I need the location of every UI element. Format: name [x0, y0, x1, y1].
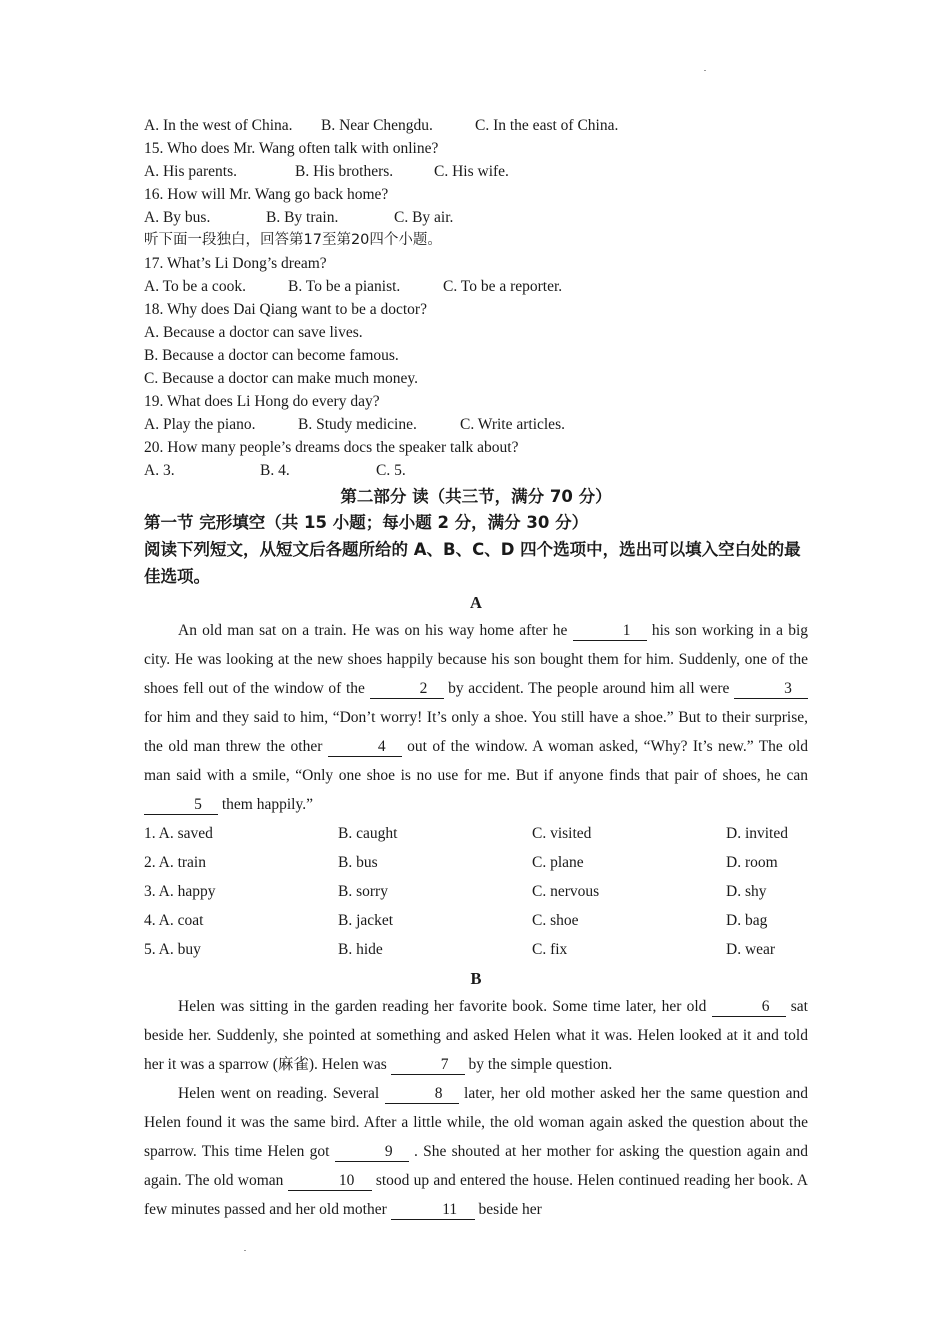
passage-a-text: out of the window. A woman asked, “Why? It’s new.” The old man said with a smile, “Only one shoe is no use for me. But if anyone finds that pair of shoes, he can — [144, 738, 808, 784]
choice-5-a: 5. A. buy — [144, 941, 201, 958]
q16-option-c: C. By air. — [394, 209, 454, 226]
passage-b-text: later, her old mother asked her the same question and Helen found it was the same bird. After a little while, the old woman again asked the question about the sparrow. This time Helen got — [144, 1085, 808, 1160]
passage-b-letter: B — [470, 969, 482, 988]
choice-2-b: B. bus — [338, 854, 378, 871]
q20-question: 20. How many people’s dreams docs the speaker talk about? — [144, 439, 519, 456]
blank-4: 4 — [328, 738, 402, 757]
passage-a-text: by accident. The people around him all were — [443, 680, 734, 697]
choice-2-a: 2. A. train — [144, 854, 206, 871]
blank-5: 5 — [144, 796, 218, 815]
q19-options — [144, 413, 808, 436]
q20-options — [144, 459, 808, 482]
q16-options — [144, 206, 808, 229]
choice-1-c: C. visited — [532, 825, 592, 842]
q15-option-b: B. His brothers. — [295, 163, 394, 180]
q16-option-a: A. By bus. — [144, 209, 211, 226]
q14-option-c: C. In the east of China. — [475, 117, 619, 134]
passage-b-text: . She shouted at her mother for asking the question again and again. The old woman — [144, 1143, 808, 1189]
q15-option-a: A. His parents. — [144, 163, 237, 180]
choice-1-b: B. caught — [338, 825, 398, 842]
q18-option-c: C. Because a doctor can make much money. — [144, 370, 419, 387]
choice-row-2 — [144, 848, 808, 877]
section1-instruction: 阅读下列短文，从短文后各题所给的 A、B、C、D 四个选项中，选出可以填入空白处的最佳选项。 — [144, 540, 801, 586]
choice-4-a: 4. A. coat — [144, 912, 204, 929]
passage-b-text: Helen was sitting in the garden reading her favorite book. Some time later, her old — [178, 998, 712, 1015]
q18-question: 18. Why does Dai Qiang want to be a doctor? — [144, 301, 427, 318]
q14-option-b: B. Near Chengdu. — [321, 117, 433, 134]
choice-row-4 — [144, 906, 808, 935]
passage-b-text: Helen went on reading. Several — [178, 1085, 385, 1102]
blank-6: 6 — [712, 998, 786, 1017]
q15-options — [144, 160, 808, 183]
choice-4-b: B. jacket — [338, 912, 394, 929]
blank-10: 10 — [288, 1172, 372, 1191]
choice-5-c: C. fix — [532, 941, 568, 958]
passage-b-text: by the simple question. — [464, 1056, 613, 1073]
q17-option-c: C. To be a reporter. — [443, 278, 563, 295]
q18-option-a: A. Because a doctor can save lives. — [144, 324, 363, 341]
passage-a-letter: A — [470, 593, 482, 612]
blank-7: 7 — [391, 1056, 465, 1075]
q16-question: 16. How will Mr. Wang go back home? — [144, 186, 389, 203]
monologue-instruction: 听下面一段独白，回答第17至第20四个小题。 — [144, 232, 442, 248]
choice-3-a: 3. A. happy — [144, 883, 216, 900]
passage-b-text: beside her — [474, 1201, 542, 1218]
choice-3-b: B. sorry — [338, 883, 388, 900]
scan-dot-top — [704, 70, 706, 71]
passage-b-paragraph-1 — [144, 992, 808, 1079]
q14-options — [144, 114, 808, 137]
q18-option-b: B. Because a doctor can become famous. — [144, 347, 399, 364]
blank-8: 8 — [385, 1085, 459, 1104]
blank-1: 1 — [573, 622, 647, 641]
choice-1-d: D. invited — [726, 825, 788, 842]
q17-options — [144, 275, 808, 298]
passage-b-text: stood up and entered the house. Helen continued reading her book. A few minutes passed and her old mother — [144, 1172, 808, 1218]
part2-title: 第二部分 读（共三节，满分 70 分） — [340, 487, 612, 506]
q20-option-b: B. 4. — [260, 462, 290, 479]
choice-row-5 — [144, 935, 808, 964]
blank-3: 3 — [734, 680, 808, 699]
passage-b-text: sat beside her. Suddenly, she pointed at something and asked Helen what it was. Helen looked at it and told her it was a sparrow (麻雀). Helen was — [144, 998, 808, 1073]
choice-2-c: C. plane — [532, 854, 584, 871]
choice-4-c: C. shoe — [532, 912, 579, 929]
blank-11: 11 — [391, 1201, 475, 1220]
choice-row-1 — [144, 819, 808, 848]
q19-option-a: A. Play the piano. — [144, 416, 256, 433]
choice-4-d: D. bag — [726, 912, 768, 929]
choice-3-c: C. nervous — [532, 883, 600, 900]
q15-question: 15. Who does Mr. Wang often talk with online? — [144, 140, 439, 157]
scan-dot-bottom — [244, 1250, 246, 1251]
q19-question: 19. What does Li Hong do every day? — [144, 393, 380, 410]
section1-title: 第一节 完形填空（共 15 小题；每小题 2 分，满分 30 分） — [144, 513, 589, 532]
choices-a — [144, 819, 808, 964]
passage-a-text: them happily.” — [218, 796, 313, 813]
choice-5-d: D. wear — [726, 941, 776, 958]
q17-option-a: A. To be a cook. — [144, 278, 246, 295]
q20-option-a: A. 3. — [144, 462, 175, 479]
q16-option-b: B. By train. — [266, 209, 339, 226]
passage-b-paragraph-2 — [144, 1079, 808, 1224]
blank-9: 9 — [335, 1143, 409, 1162]
passage-a-text: his son working in a big city. He was looking at the new shoes happily because his son bought them for him. Suddenly, one of the shoes fell out of the window of the — [144, 622, 808, 697]
choice-3-d: D. shy — [726, 883, 767, 900]
passage-a — [144, 616, 808, 819]
q17-option-b: B. To be a pianist. — [288, 278, 401, 295]
choice-5-b: B. hide — [338, 941, 383, 958]
exam-page — [144, 114, 808, 1224]
q15-option-c: C. His wife. — [434, 163, 509, 180]
choice-2-d: D. room — [726, 854, 778, 871]
choice-1-a: 1. A. saved — [144, 825, 213, 842]
passage-a-text: for him and they said to him, “Don’t worry! It’s only a shoe. You still have a shoe.” But to their surprise, the old man threw the other — [144, 709, 808, 755]
choice-row-3 — [144, 877, 808, 906]
blank-2: 2 — [370, 680, 444, 699]
q14-option-a: A. In the west of China. — [144, 117, 293, 134]
q17-question: 17. What’s Li Dong’s dream? — [144, 255, 327, 272]
passage-a-text: An old man sat on a train. He was on his way home after he — [178, 622, 573, 639]
q19-option-b: B. Study medicine. — [298, 416, 417, 433]
q19-option-c: C. Write articles. — [460, 416, 565, 433]
q20-option-c: C. 5. — [376, 462, 406, 479]
